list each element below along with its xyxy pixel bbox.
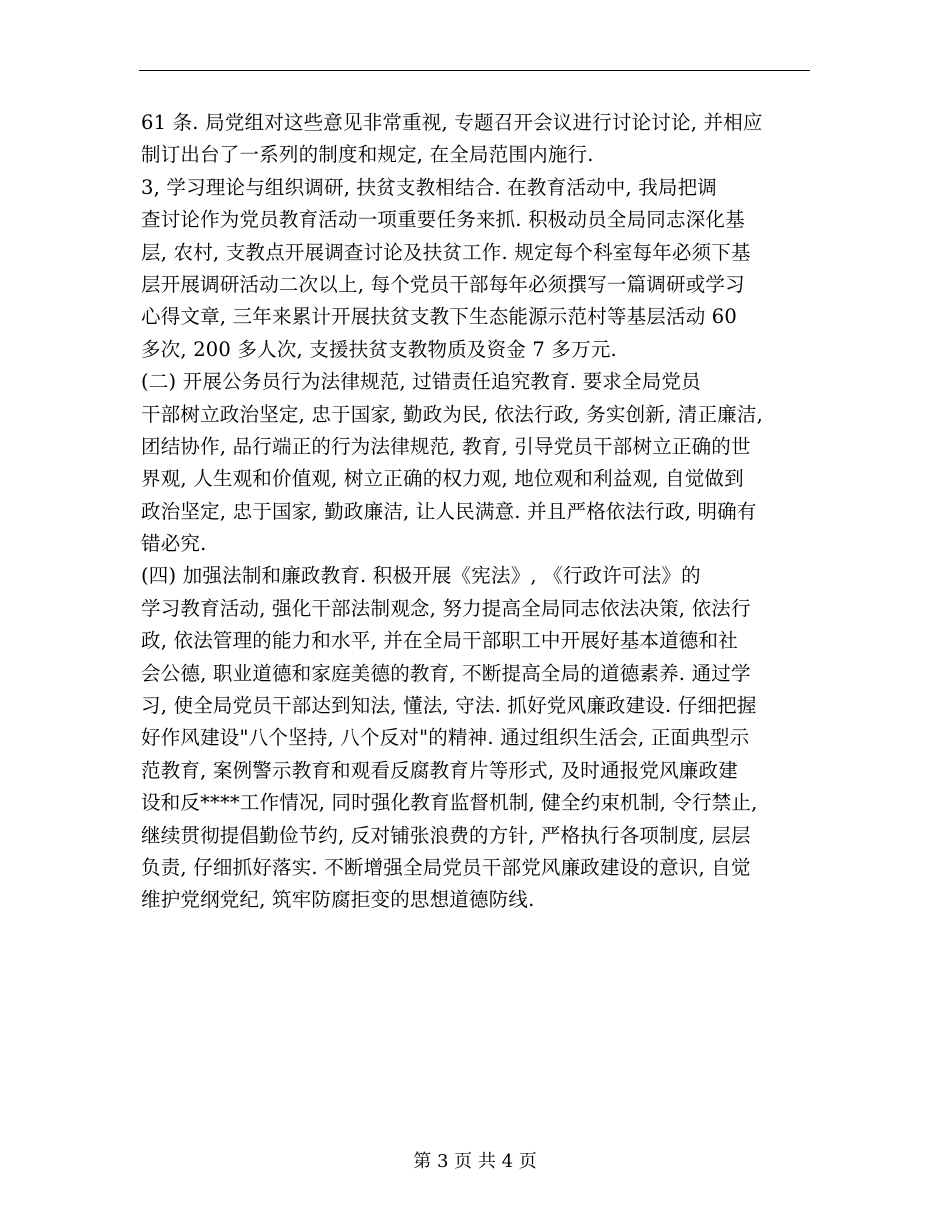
text-line: (二) 开展公务员行为法律规范, 过错责任追究教育. 要求全局党员 bbox=[141, 370, 701, 394]
text-line: 干部树立政治坚定, 忠于国家, 勤政为民, 依法行政, 务实创新, 清正廉洁, bbox=[141, 402, 763, 426]
text-line: 3, 学习理论与组织调研, 扶贫支教相结合. 在教育活动中, 我局把调 bbox=[141, 175, 717, 199]
text-line: 范教育, 案例警示教育和观看反腐教育片等形式, 及时通报党风廉政建 bbox=[141, 758, 738, 782]
text-line: 政, 依法管理的能力和水平, 并在全局干部职工中开展好基本道德和社 bbox=[141, 629, 738, 653]
text-line: 习, 使全局党员干部达到知法, 懂法, 守法. 抓好党风廉政建设. 仔细把握 bbox=[141, 694, 757, 718]
text-line: 负责, 仔细抓好落实. 不断增强全局党员干部党风廉政建设的意识, 自觉 bbox=[141, 855, 751, 879]
text-line: 错必究. bbox=[141, 532, 207, 556]
text-line: 设和反****工作情况, 同时强化教育监督机制, 健全约束机制, 令行禁止, bbox=[141, 791, 758, 815]
text-line: 会公德, 职业道德和家庭美德的教育, 不断提高全局的道德素养. 通过学 bbox=[141, 661, 751, 685]
page-number: 第 3 页 共 4 页 bbox=[413, 1151, 537, 1172]
text-line: 层, 农村, 支教点开展调查讨论及扶贫工作. 规定每个科室每年必须下基 bbox=[141, 240, 751, 264]
text-line: 制订出台了一系列的制度和规定, 在全局范围内施行. bbox=[141, 143, 594, 167]
document-body bbox=[141, 107, 811, 917]
text-line: 政治坚定, 忠于国家, 勤政廉洁, 让人民满意. 并且严格依法行政, 明确有 bbox=[141, 499, 757, 523]
text-line: 层开展调研活动二次以上, 每个党员干部每年必须撰写一篇调研或学习 bbox=[141, 272, 745, 296]
text-line: 继续贯彻提倡勤俭节约, 反对铺张浪费的方针, 严格执行各项制度, 层层 bbox=[141, 823, 751, 847]
text-line: 好作风建设"八个坚持, 八个反对"的精神. 通过组织生活会, 正面典型示 bbox=[141, 726, 750, 750]
text-line: 查讨论作为党员教育活动一项重要任务来抓. 积极动员全局同志深化基 bbox=[141, 208, 745, 232]
text-line: 界观, 人生观和价值观, 树立正确的权力观, 地位观和利益观, 自觉做到 bbox=[141, 467, 744, 491]
header-divider bbox=[139, 70, 810, 71]
text-line: (四) 加强法制和廉政教育. 积极开展《宪法》, 《行政许可法》的 bbox=[141, 564, 701, 588]
text-line: 61 条. 局党组对这些意见非常重视, 专题召开会议进行讨论讨论, 并相应 bbox=[141, 111, 763, 134]
text-line: 学习教育活动, 强化干部法制观念, 努力提高全局同志依法决策, 依法行 bbox=[141, 596, 751, 620]
text-line: 心得文章, 三年来累计开展扶贫支教下生态能源示范村等基层活动 60 bbox=[141, 305, 738, 329]
text-line: 团结协作, 品行端正的行为法律规范, 教育, 引导党员干部树立正确的世 bbox=[141, 434, 751, 458]
text-line: 多次, 200 多人次, 支援扶贫支教物质及资金 7 多万元. bbox=[141, 337, 617, 361]
text-line: 维护党纲党纪, 筑牢防腐拒变的思想道德防线. bbox=[141, 888, 535, 912]
